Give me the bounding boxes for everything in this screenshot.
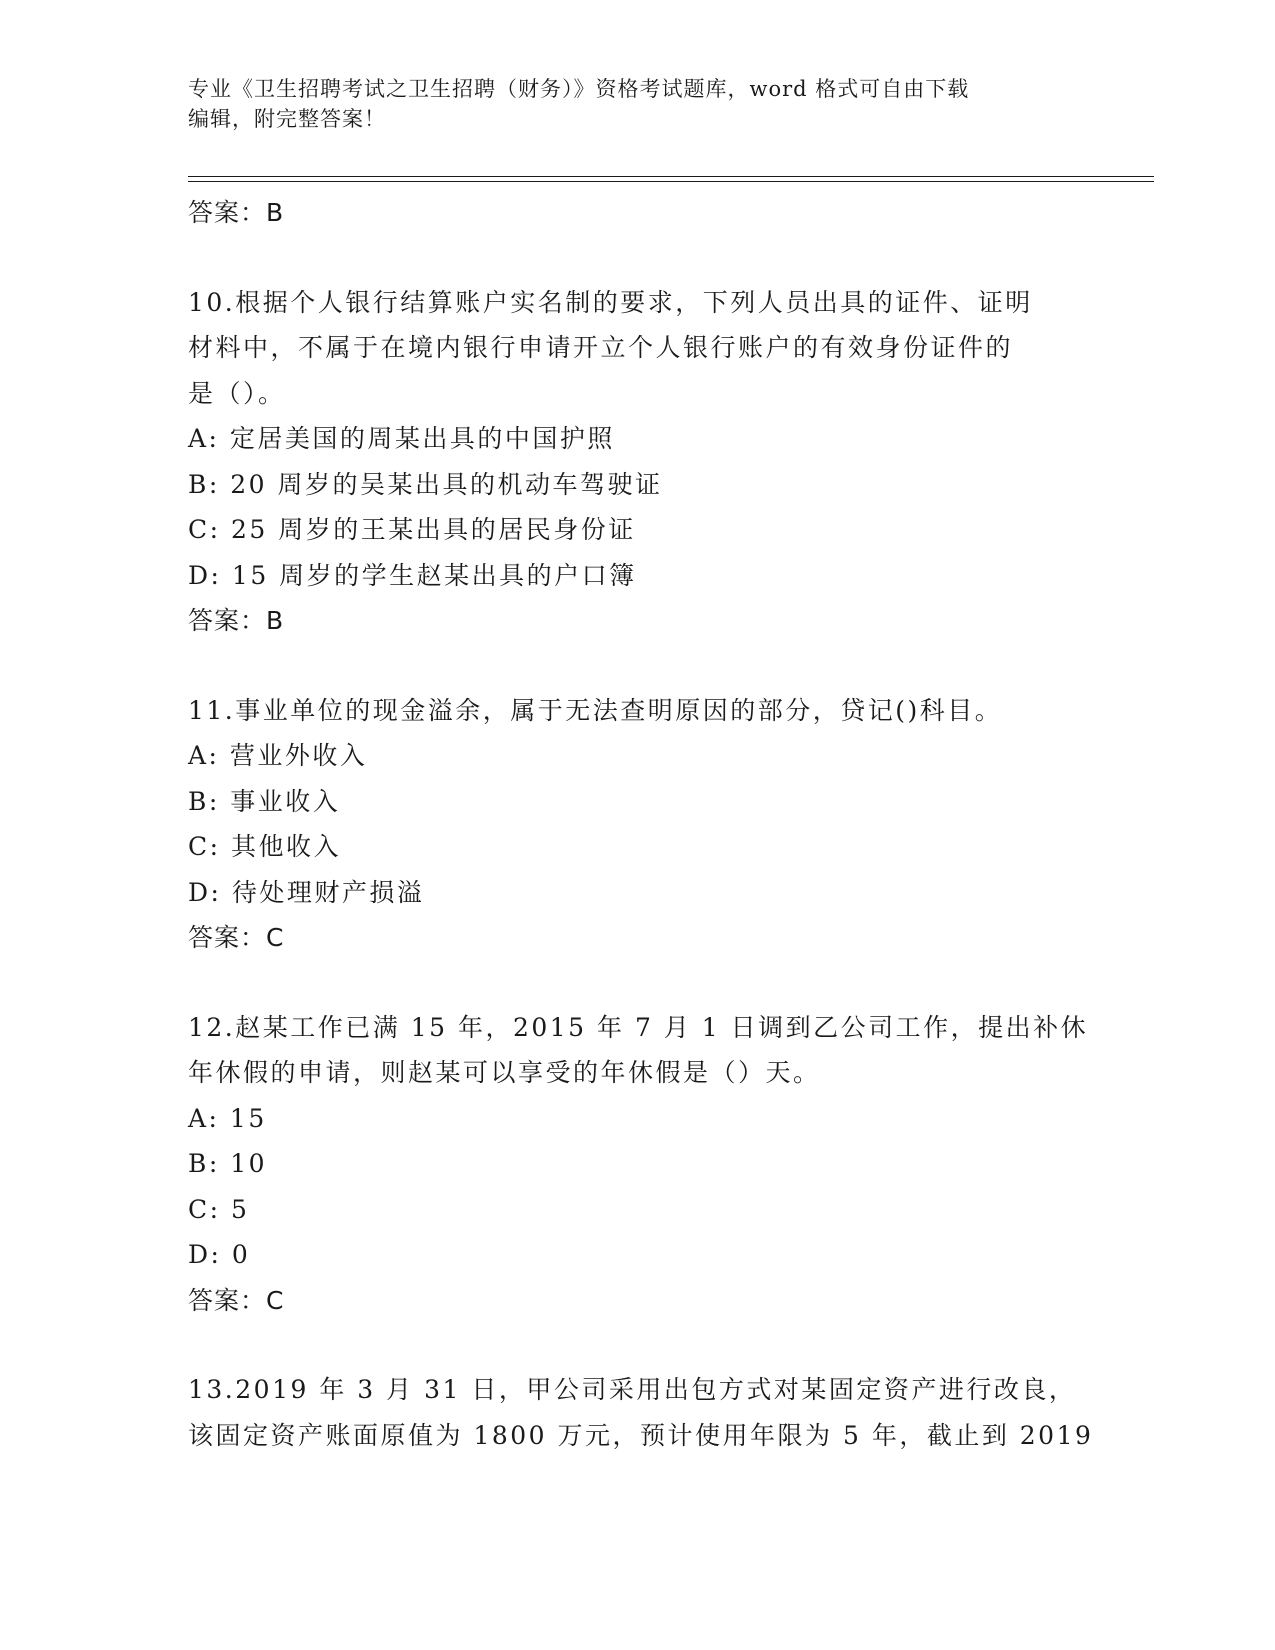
option-a: A: 定居美国的周某出具的中国护照 bbox=[188, 424, 615, 453]
question-text-line: 13.2019 年 3 月 31 日，甲公司采用出包方式对某固定资产进行改良， bbox=[188, 1375, 1077, 1404]
option-c: C: 25 周岁的王某出具的居民身份证 bbox=[188, 515, 636, 544]
question-10 bbox=[188, 280, 1154, 644]
header-divider-top bbox=[188, 176, 1154, 177]
option-d: D: 15 周岁的学生赵某出具的户口簿 bbox=[188, 560, 637, 590]
option-b: B: 20 周岁的吴某出具的机动车驾驶证 bbox=[188, 469, 663, 499]
question-text-line: 12.赵某工作已满 15 年，2015 年 7 月 1 日调到乙公司工作，提出补休 bbox=[188, 1012, 1089, 1042]
option-b: B: 10 bbox=[188, 1149, 268, 1178]
answer: 答案：B bbox=[188, 606, 285, 635]
spacer bbox=[188, 236, 1154, 280]
option-a: A: 营业外收入 bbox=[188, 741, 368, 770]
option-d: D: 0 bbox=[188, 1240, 251, 1269]
question-text-line: 材料中，不属于在境内银行申请开立个人银行账户的有效身份证件的 bbox=[188, 333, 1014, 362]
spacer bbox=[188, 644, 1154, 688]
option-d: D: 待处理财产损溢 bbox=[188, 877, 425, 907]
question-text-line: 年休假的申请，则赵某可以享受的年休假是（）天。 bbox=[188, 1058, 821, 1087]
header-divider-bottom bbox=[188, 181, 1154, 182]
spacer bbox=[188, 1323, 1154, 1367]
question-12 bbox=[188, 1005, 1154, 1324]
question-content bbox=[188, 190, 1154, 1458]
option-a: A: 15 bbox=[188, 1103, 267, 1133]
question-13 bbox=[188, 1367, 1154, 1458]
question-text-line: 该固定资产账面原值为 1800 万元，预计使用年限为 5 年，截止到 2019 bbox=[188, 1420, 1094, 1450]
question-text-line: 是（）。 bbox=[188, 378, 286, 408]
question-text-line: 10.根据个人银行结算账户实名制的要求，下列人员出具的证件、证明 bbox=[188, 287, 1033, 317]
answer: 答案：C bbox=[188, 1285, 285, 1315]
question-text-line: 11.事业单位的现金溢余，属于无法查明原因的部分，贷记()科目。 bbox=[188, 695, 1003, 725]
header-line-2: 编辑，附完整答案！ bbox=[188, 107, 386, 131]
document-header bbox=[188, 74, 1068, 134]
previous-answer: 答案：B bbox=[188, 198, 285, 227]
option-c: C: 5 bbox=[188, 1194, 250, 1224]
question-11 bbox=[188, 688, 1154, 961]
answer: 答案：C bbox=[188, 923, 285, 952]
header-line-1: 专业《卫生招聘考试之卫生招聘（财务）》资格考试题库，word 格式可自由下载 bbox=[188, 77, 970, 101]
option-b: B: 事业收入 bbox=[188, 786, 341, 816]
spacer bbox=[188, 961, 1154, 1005]
option-c: C: 其他收入 bbox=[188, 832, 341, 861]
